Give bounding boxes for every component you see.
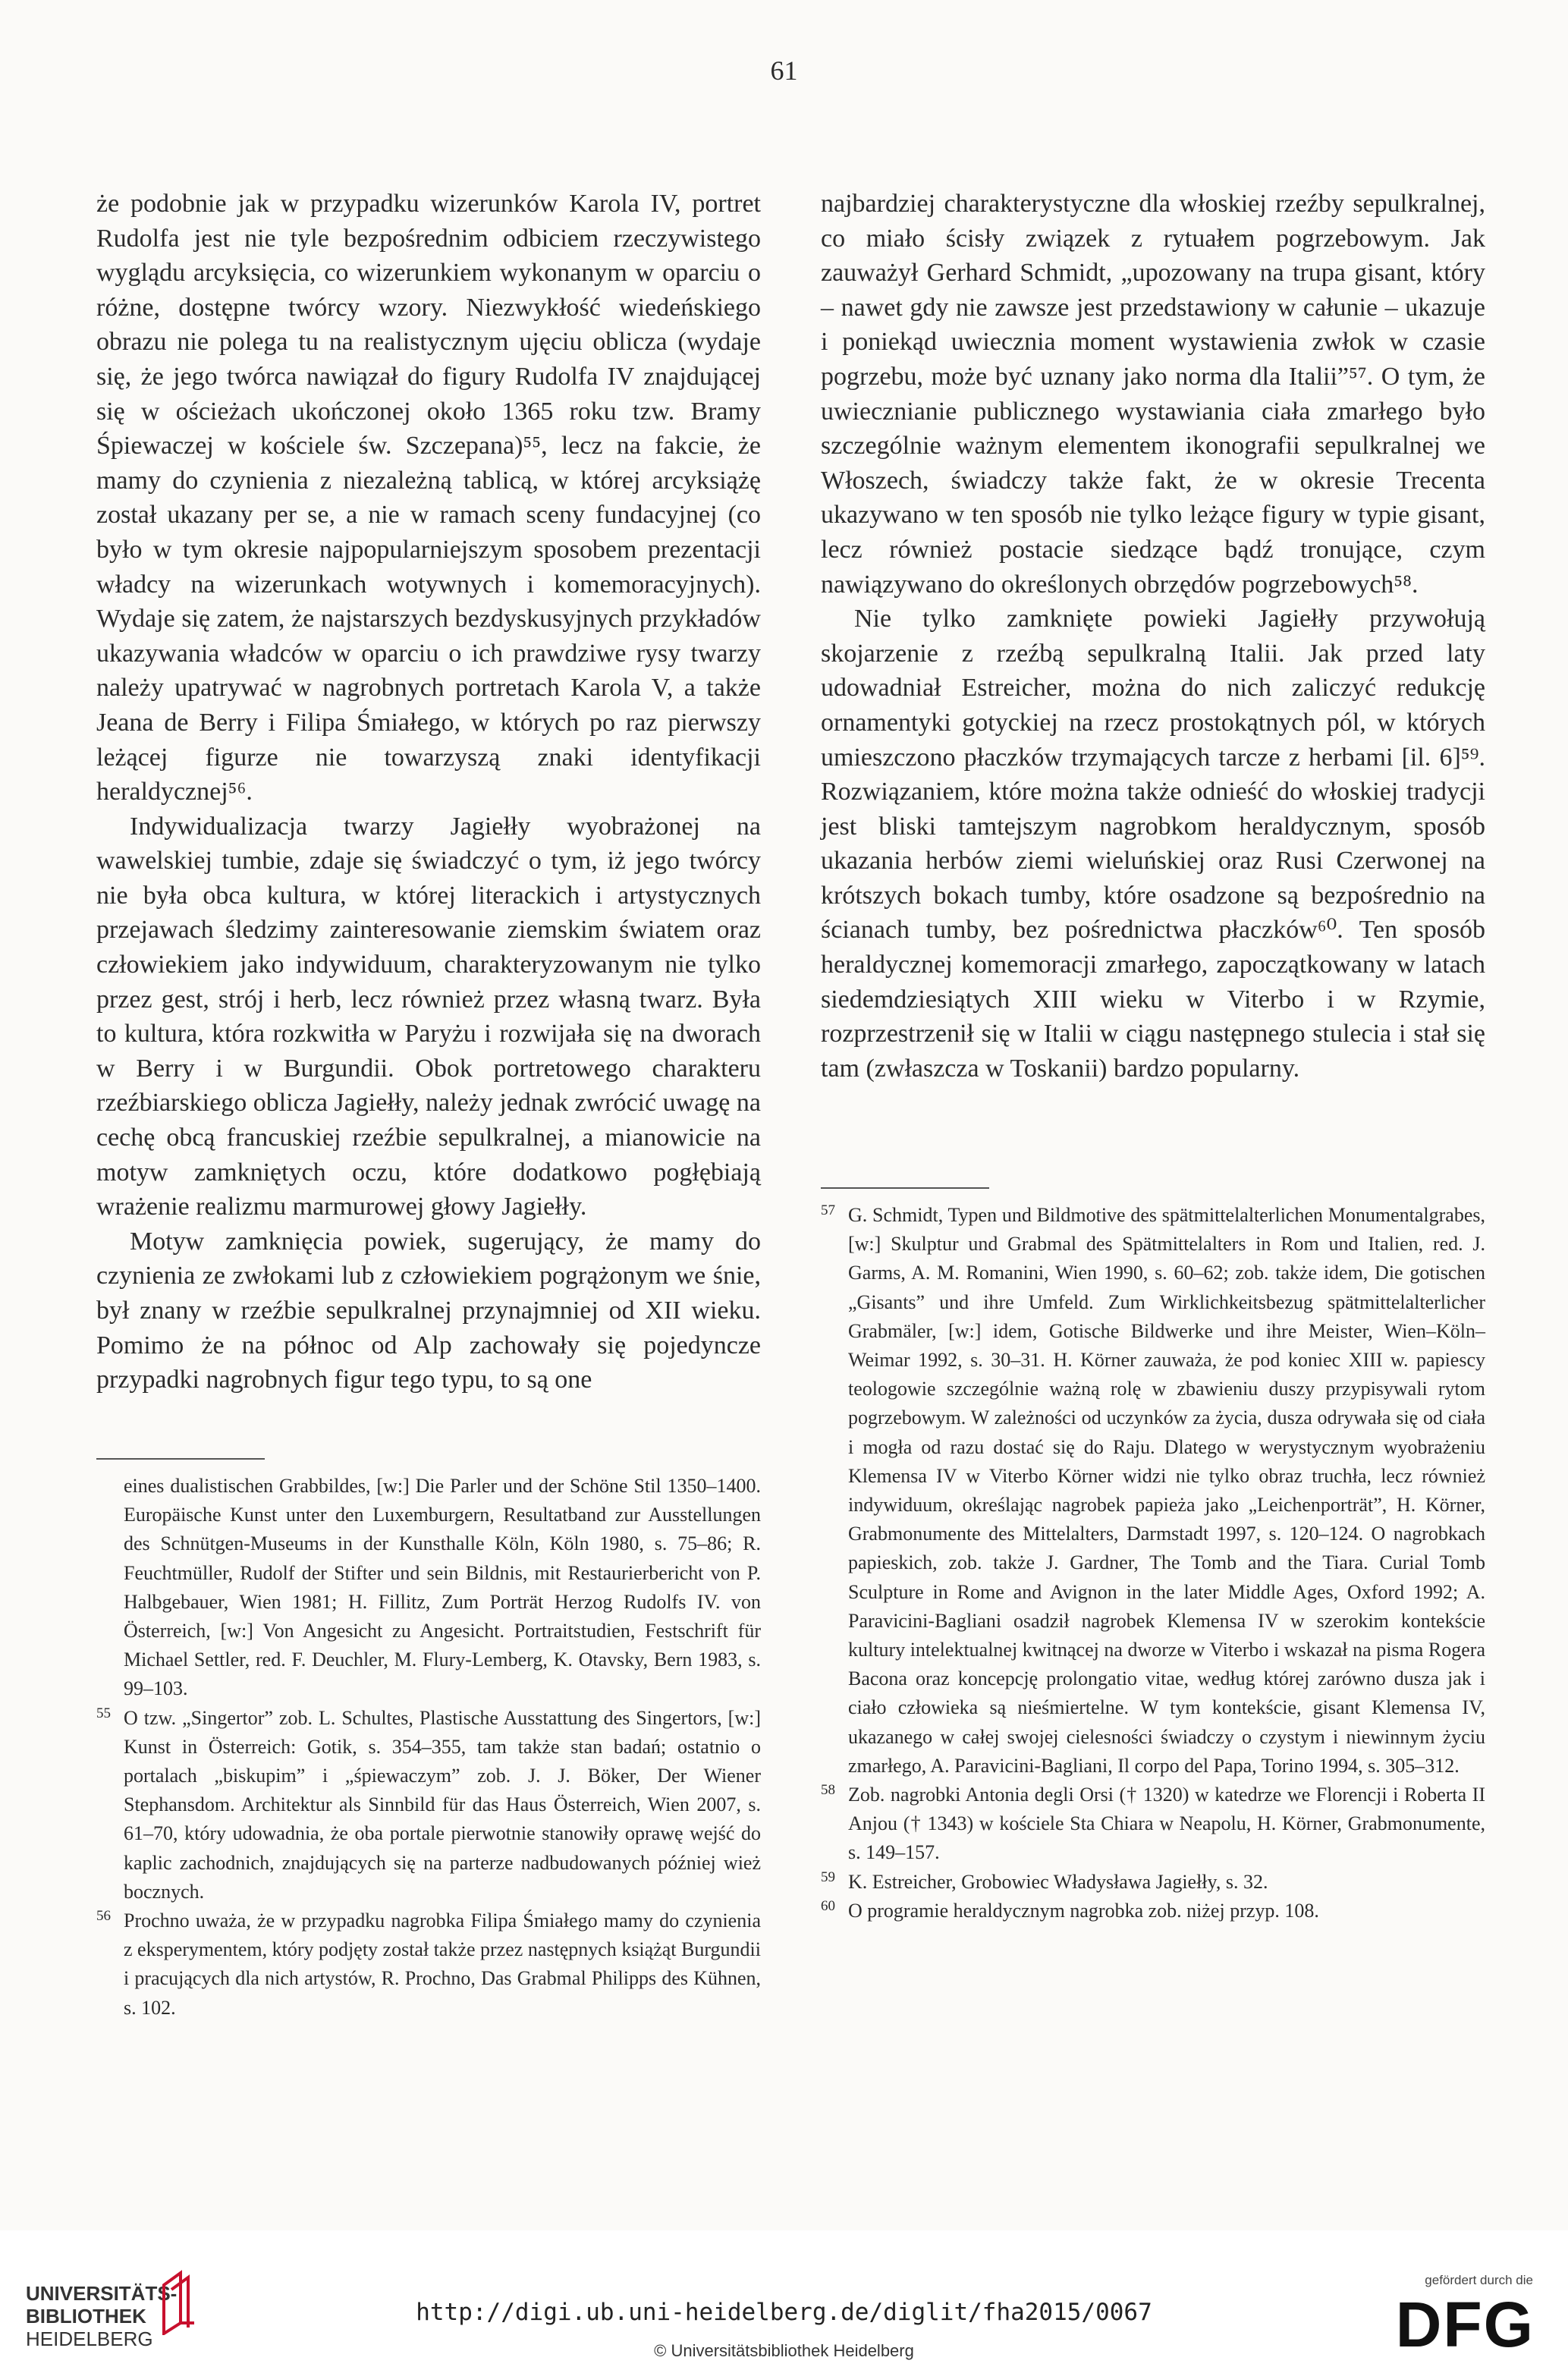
paragraph: że podobnie jak w przypadku wizerunków Karola IV, portret Rudolfa jest nie tyle bezpośrednim odbiciem rzeczywistego wyglądu arcyksięcia, co wizerunkiem wykonanym w oparciu o różne, dostępne twórcy wzory. Niezwykłość wiedeńskiego obrazu nie polega tu na realistycznym ujęciu oblicza (wydaje się, że jego twórca nawiązał do figury Rudolfa IV znajdującej się w ościeżach ukończonej około 1365 roku tzw. Bramy Śpiewaczej w kościele św. Szczepana)⁵⁵, lecz na fakcie, że mamy do czynienia z niezależną tablicą, w której arcyksiążę został ukazany per se, a nie w ramach sceny fundacyjnej (co było w tym okresie najpopularniejszym sposobem prezentacji władcy na wizerunkach wotywnych i komemoracyjnych). Wydaje się zatem, że najstarszych bezdyskusyjnych przykładów ukazywania władców w oparciu o ich prawdziwe rysy twarzy należy upatrywać w nagrobnych portretach Karola V, a także Jeana de Berry i Filipa Śmiałego, w których po raz pierwszy leżącej figurze nie towarzyszą znaki identyfikacji heraldycznej⁵⁶. [96, 190, 761, 806]
page-number: 61 [770, 55, 798, 86]
footnote-number: 57 [821, 1202, 835, 1218]
footnote-text: Zob. nagrobki Antonia degli Orsi († 1320) w katedrze we Florencji i Roberta II Anjou († 1343) w kościele Sta Chiara w Neapolu, H. Körner, Grabmonumente, s. 149–157. [848, 1784, 1485, 1864]
footnote-text: eines dualistischen Grabbildes, [w:] Die Parler und der Schöne Stil 1350–1400. Europäische Kunst unter den Luxemburgern, Resultatband zur Ausstellungen des Schnütgen-Museums in der Kunsthalle Köln, Köln 1980, s. 75–86; R. Feuchtmüller, Rudolf der Stifter und sein Bildnis, mit Restaurierbericht von P. Halbgebauer, Wien 1981; H. Fillitz, Zum Porträt Herzog Rudolfs IV. von Österreich, [w:] Von Angesicht zu Angesicht. Portraitstudien, Festschrift für Michael Settler, red. F. Deuchler, M. Flury-Lemberg, K. Otavsky, Bern 1983, s. 99–103. [124, 1475, 761, 1700]
footnote-text: G. Schmidt, Typen und Bildmotive des spätmittelalterlichen Monumentalgrabes, [w:] Skulptur und Grabmal des Spätmittelalters in Rom und Italien, red. J. Garms, A. M. Romanini, Wien 1990, s. 60–62; zob. także idem, Die gotischen „Gisants” und ihre Umfeld. Zum Wirklichkeitsbezug spätmittelalterlicher Grabmäler, [w:] idem, Gotische Bildwerke und ihre Meister, Wien–Köln–Weimar 1992, s. 30–31. H. Körner zauważa, że pod koniec XIII w. papiescy teologowie szczególnie ważną rolę w zbawieniu duszy przypisywali rytom pogrzebowym. W zależności od uczynków za życia, dusza odrywała się od ciała i mogła od razu dostać się do Raju. Dlatego w werystycznym wyobrażeniu Klemensa IV w Viterbo Körner widzi nie tylko obraz truchła, lecz również indywiduum, określając nagrobek papieża jako „Leichenporträt”, H. Körner, Grabmonumente des Mittelalters, Darmstadt 1997, s. 120–124. O nagrobkach papieskich, zob. także J. Gardner, The Tomb and the Tiara. Curial Tomb Sculpture in Rome and Avignon in the later Middle Ages, Oxford 1992; A. Paravicini-Bagliani osadził nagrobek Klemensa IV w szerokim kontekście kultury intelektualnej kwitnącej na dworze w Viterbo i wskazał na pisma Rogera Bacona oraz koncepcję prolongatio vitae, według której zarówno dusza jak i ciało człowieka są nieśmiertelne. W tym kontekście, gisant Klemensa IV, ukazanego w całej swojej cielesności świadczy o czystym i niewinnym życiu zmarłego, A. Paravicini-Bagliani, Il corpo del Papa, Torino 1994, s. 305–312. [848, 1204, 1485, 1777]
library-name-line: HEIDELBERG [26, 2328, 153, 2350]
footnote [821, 1781, 1485, 1868]
footnote-text: O programie heraldycznym nagrobka zob. niżej przyp. 108. [848, 1899, 1319, 1922]
copyright-note: © Universitätsbibliothek Heidelberg [654, 2341, 914, 2360]
library-name-line: UNIVERSITÄTS- [26, 2282, 178, 2305]
source-url-link[interactable]: http://digi.ub.uni-heidelberg.de/diglit/fha2015/0067 [416, 2299, 1152, 2326]
footnote-number: 58 [821, 1782, 835, 1799]
footnote-number: 60 [821, 1897, 835, 1914]
footnote-separator [96, 1458, 265, 1460]
footnote-text: Prochno uważa, że w przypadku nagrobka Filipa Śmiałego mamy do czynienia z eksperymentem, który podjęty został także przez następnych książąt Burgundii i pracujących dla nich artystów, R. Prochno, Das Grabmal Philipps des Kühnen, s. 102. [124, 1910, 761, 2019]
footnote [96, 1906, 761, 2023]
footnote-number: 55 [96, 1705, 111, 1721]
funding-caption: gefördert durch die [1425, 2273, 1533, 2287]
footnote [821, 1201, 1485, 1781]
dfg-logo: DFG [1395, 2289, 1535, 2360]
footnotes-left [96, 1472, 761, 2023]
footnotes-right [821, 1201, 1485, 1925]
paragraph: Motyw zamknięcia powiek, sugerujący, że mamy do czynienia ze zwłokami lub z człowiekiem pogrążonym we śnie, był znany w rzeźbie sepulkralnej przynajmniej od XII wieku. Pomimo że na północ od Alp zachowały się pojedyncze przypadki nagrobnych figur tego typu, to są one [96, 1227, 761, 1394]
footnote-number: 56 [96, 1908, 111, 1925]
paragraph: Indywidualizacja twarzy Jagiełły wyobrażonej na wawelskiej tumbie, zdaje się świadczyć o tym, iż jego twórcy nie była obca kultura, w której literackich i artystycznych przejawach śledzimy zainteresowanie ziemskim światem oraz człowiekiem jako indywiduum, charakteryzowanym nie tylko przez gest, strój i herb, lecz również przez własną twarz. Była to kultura, która rozkwitła w Paryżu i rozwijała się na dworach w Berry i w Burgundii. Obok portretowego charakteru rzeźbiarskiego oblicza Jagiełły, należy jednak zwrócić uwagę na cechę obcą francuskiej rzeźbie sepulkralnej, a mianowicie na motyw zamkniętych oczu, które dodatkowo pogłębiają wrażenie realizmu marmurowej głowy Jagiełły. [96, 812, 761, 1221]
right-text-column [821, 187, 1485, 1086]
footnote [96, 1704, 761, 1906]
footnote-number: 59 [821, 1869, 835, 1885]
footnote-text: O tzw. „Singertor” zob. L. Schultes, Plastische Ausstattung des Singertors, [w:] Kunst in Österreich: Gotik, s. 354–355, tam także stan badań; ostatnio o portalach „biskupim” i „śpiewaczym” zob. J. J. Böker, Der Wiener Stephansdom. Architektur als Sinnbild für das Haus Österreich, Wien 2007, s. 61–70, który udowadnia, że oba portale pierwotnie stanowiły oprawę wejść do kaplic zachodnich, znajdujących się na parterze nadbudowanych później wież bocznych. [124, 1706, 761, 1903]
paragraph: najbardziej charakterystyczne dla włoskiej rzeźby sepulkralnej, co miało ścisły związek z rytuałem pogrzebowym. Jak zauważył Gerhard Schmidt, „upozowany na trupa gisant, który – nawet gdy nie zawsze jest przedstawiony w całunie – ukazuje i poniekąd uwiecznia moment wystawienia zwłok w czasie pogrzebu, może być uznany jako norma dla Italii”⁵⁷. O tym, że uwiecznianie publicznego wystawiania ciała zmarłego było szczególnie ważnym elementem ikonografii sepulkralnej we Włoszech, świadczy także fakt, że w okresie Trecenta ukazywano w ten sposób nie tylko leżące figury w typie gisant, lecz również postacie siedzące bądź tronujące, czym nawiązywano do określonych obrzędów pogrzebowych⁵⁸. [821, 190, 1485, 599]
paragraph: Nie tylko zamknięte powieki Jagiełły przywołują skojarzenie z rzeźbą sepulkralną Italii. Jak przed laty udowadniał Estreicher, można do nich zaliczyć redukcję ornamentyki gotyckiej na rzecz prostokątnych pól, w których umieszczono płaczków trzymających tarcze z herbami [il. 6]⁵⁹. Rozwiązaniem, które można także odnieść do włoskiej tradycji jest bliski tamtejszym nagrobkom heraldycznym, sposób ukazania herbów ziemi wieluńskiej oraz Rusi Czerwonej na krótszych bokach tumby, które osadzone są bezpośrednio na ścianach tumby, bez pośrednictwa płaczków⁶⁰. Ten sposób heraldycznej komemoracji zmarłego, zapoczątkowany w latach siedemdziesiątych XIII wieku w Viterbo i w Rzymie, rozprzestrzenił się w Italii w ciągu następnego stulecia i stał się tam (zwłaszcza w Toskanii) bardzo popularny. [821, 605, 1485, 1083]
footnote [821, 1897, 1485, 1925]
footnote-text: K. Estreicher, Grobowiec Władysława Jagiełły, s. 32. [848, 1870, 1268, 1893]
library-name-line: BIBLIOTHEK [26, 2305, 146, 2328]
footnote [96, 1472, 761, 1704]
footnote-separator [821, 1187, 989, 1189]
digitization-footer [0, 2230, 1568, 2370]
left-text-column [96, 187, 761, 1397]
footnote [821, 1868, 1485, 1897]
